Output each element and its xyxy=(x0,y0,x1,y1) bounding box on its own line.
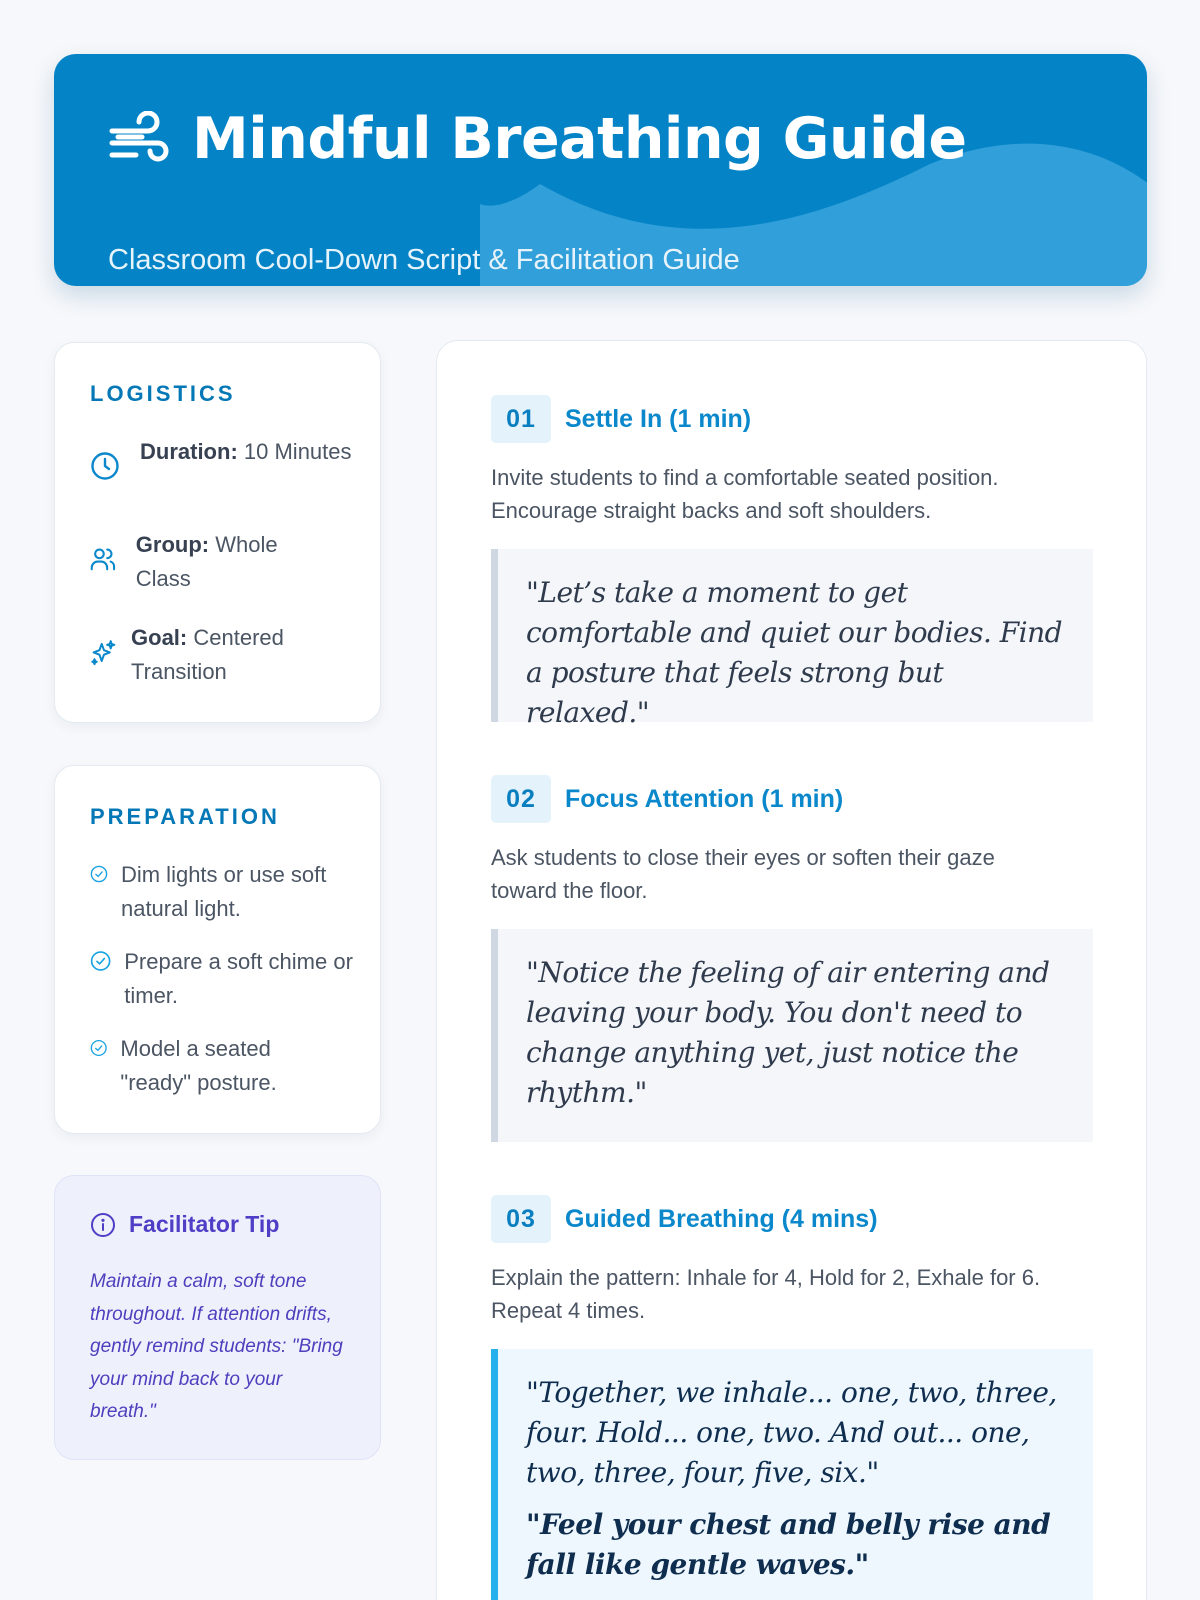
page-subtitle: Classroom Cool-Down Script & Facilitation Guide xyxy=(108,244,740,276)
step-number: 03 xyxy=(491,1195,551,1243)
quote-text: "Feel your chest and belly rise and fall like gentle waves." xyxy=(526,1508,1051,1581)
quote-text: "Notice the feeling of air entering and leaving your body. You don't need to change anything yet, just notice the rhythm." xyxy=(526,956,1050,1109)
page-title: Mindful Breathing Guide xyxy=(192,106,967,172)
quote-text: "Let’s take a moment to get comfortable and quiet our bodies. Find a posture that feels strong but relaxed." xyxy=(526,576,1063,729)
logistics-card xyxy=(54,342,381,723)
step-header xyxy=(491,775,843,823)
logistics-title: LOGISTICS xyxy=(90,381,236,406)
preparation-item-text: Prepare a soft chime or timer. xyxy=(124,949,353,1008)
check-circle-icon xyxy=(90,1035,107,1061)
logistics-item-text xyxy=(140,435,352,469)
preparation-item xyxy=(90,1032,330,1100)
preparation-title: PREPARATION xyxy=(90,804,280,829)
logistics-item-goal xyxy=(90,621,360,689)
step-number: 02 xyxy=(491,775,551,823)
preparation-item-text: Dim lights or use soft natural light. xyxy=(120,862,327,921)
script-quote xyxy=(491,929,1093,1142)
facilitator-tip-card xyxy=(54,1175,381,1460)
logistics-item-duration xyxy=(90,435,360,481)
step-title: Settle In (1 min) xyxy=(565,404,752,433)
quote-text: "Together, we inhale... one, two, three, four. Hold... one, two. And out... one, two, three, four, five, six." xyxy=(526,1376,1057,1489)
logistics-value: Centered Transition xyxy=(131,625,284,684)
users-icon xyxy=(90,544,116,574)
wind-icon xyxy=(108,111,172,167)
logistics-item-text xyxy=(131,621,360,689)
preparation-item xyxy=(90,858,350,926)
page-header xyxy=(54,54,1147,286)
logistics-value: Whole Class xyxy=(135,532,278,591)
step-header xyxy=(491,1195,878,1243)
logistics-label: Goal: xyxy=(131,625,188,650)
header-title-row xyxy=(108,106,967,172)
step-title: Focus Attention (1 min) xyxy=(565,784,844,813)
clock-icon xyxy=(90,451,120,481)
preparation-item xyxy=(90,945,360,1013)
tip-header xyxy=(90,1211,279,1238)
sparkles-icon xyxy=(90,637,117,667)
step-description: Invite students to find a comfortable seated position. Encourage straight backs and soft shoulders. xyxy=(491,465,999,523)
check-circle-icon xyxy=(90,948,111,974)
script-quote-highlight xyxy=(491,1349,1093,1600)
logistics-label: Group: xyxy=(135,532,210,557)
script-quote xyxy=(491,549,1093,729)
logistics-value: 10 Minutes xyxy=(243,439,352,464)
step-header xyxy=(491,395,751,443)
step-description: Ask students to close their eyes or soften their gaze toward the floor. xyxy=(491,845,995,903)
logistics-label: Duration: xyxy=(140,439,238,464)
logistics-item-group xyxy=(90,528,310,596)
step-title: Guided Breathing (4 mins) xyxy=(565,1204,878,1233)
info-icon xyxy=(90,1212,116,1238)
script-card xyxy=(436,340,1147,1600)
step-description: Explain the pattern: Inhale for 4, Hold for 2, Exhale for 6. Repeat 4 times. xyxy=(491,1265,1041,1323)
tip-title: Facilitator Tip xyxy=(129,1211,280,1237)
preparation-card xyxy=(54,765,381,1134)
logistics-item-text xyxy=(136,528,310,596)
step-number: 01 xyxy=(491,395,551,443)
preparation-item-text: Model a seated "ready" posture. xyxy=(120,1036,277,1095)
tip-body: Maintain a calm, soft tone throughout. If attention drifts, gently remind students: "Bring your mind back to your breath." xyxy=(90,1271,343,1422)
check-circle-icon xyxy=(90,861,108,887)
